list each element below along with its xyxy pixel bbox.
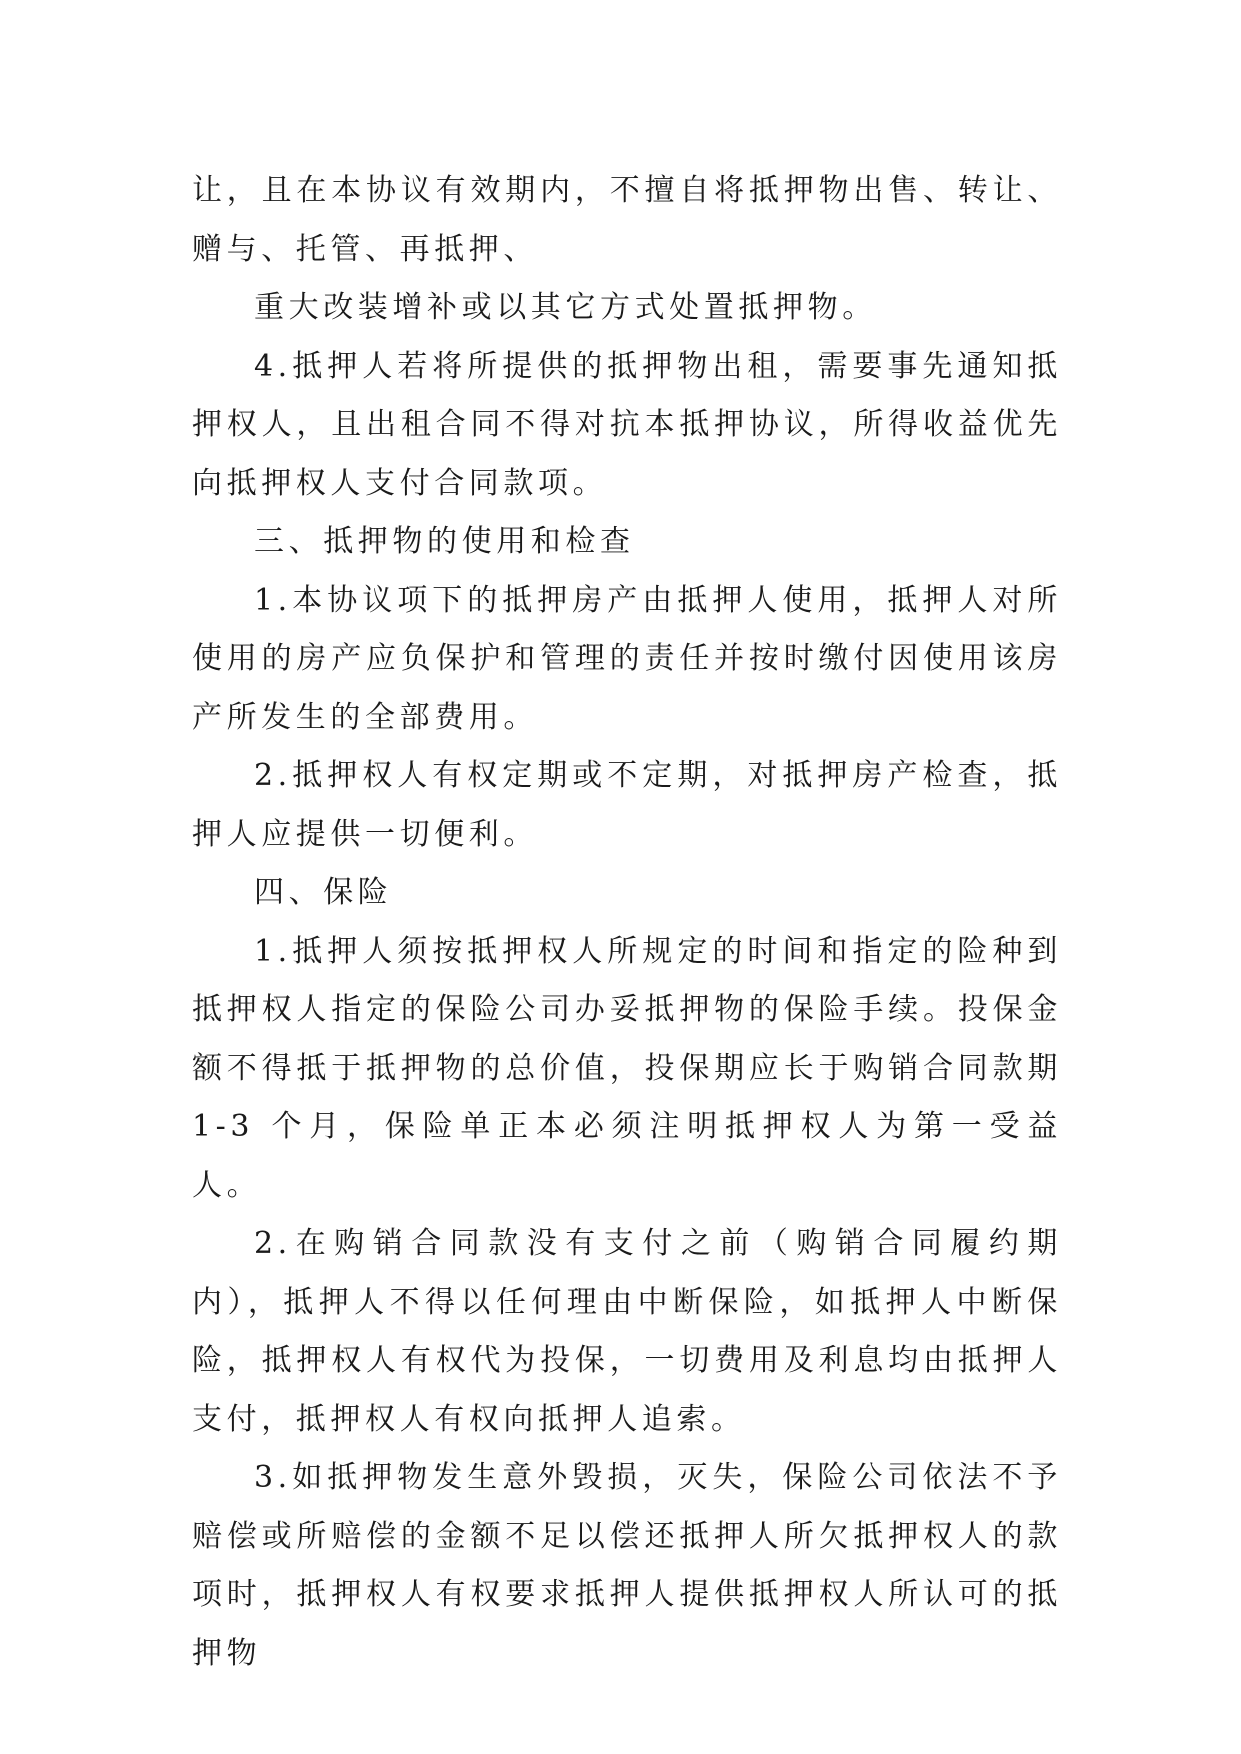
section-heading-insurance: 四、保险 <box>254 875 393 910</box>
paragraph-use: 1.本协议项下的抵押房产由抵押人使用，抵押人对所使用的房产应负保护和管理的责任并按时缴付因使用该房产所发生的全部费用。 <box>192 582 1062 735</box>
paragraph-damage-loss: 3.如抵押物发生意外毁损，灭失，保险公司依法不予赔偿或所赔偿的金额不足以偿还抵押人所欠抵押权人的款项时，抵押权人有权要求抵押人提供抵押权人所认可的抵押物 <box>192 1460 1062 1671</box>
document-body <box>192 162 1062 1683</box>
paragraph-lease: 4.抵押人若将所提供的抵押物出租，需要事先通知抵押权人，且出租合同不得对抗本抵押协议，所得收益优先向抵押权人支付合同款项。 <box>192 348 1062 501</box>
paragraph-insurance-continuity: 2.在购销合同款没有支付之前（购销合同履约期内），抵押人不得以任何理由中断保险，如抵押人中断保险，抵押权人有权代为投保，一切费用及利息均由抵押人支付，抵押权人有权向抵押人追索。 <box>192 1226 1062 1437</box>
paragraph-insurance-procedure: 1.抵押人须按抵押权人所规定的时间和指定的险种到抵押权人指定的保险公司办妥抵押物的保险手续。投保金额不得抵于抵押物的总价值，投保期应长于购销合同款期 1-3 个月，保险单正本必须注明抵押权人为第一受益人。 <box>192 933 1062 1203</box>
paragraph-continuation: 让，且在本协议有效期内，不擅自将抵押物出售、转让、赠与、托管、再抵押、 <box>192 173 1062 267</box>
paragraph-disposal: 重大改装增补或以其它方式处置抵押物。 <box>254 290 877 325</box>
paragraph-inspection: 2.抵押权人有权定期或不定期，对抵押房产检查，抵押人应提供一切便利。 <box>192 758 1062 852</box>
section-heading-use-and-inspection: 三、抵押物的使用和检查 <box>254 524 635 559</box>
